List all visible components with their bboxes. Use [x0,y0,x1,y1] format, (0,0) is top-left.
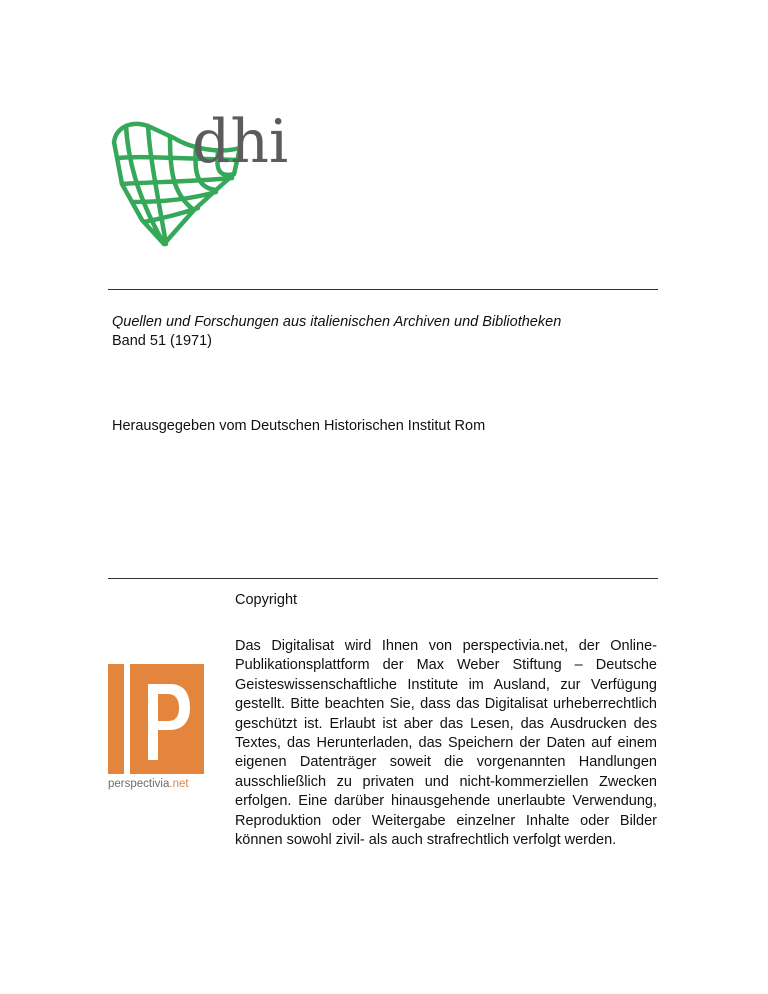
dhi-globe-grid-icon [108,98,304,248]
top-divider [108,289,658,290]
perspectivia-logo [108,664,210,794]
perspectivia-wordmark: perspectivia.net [108,778,189,790]
copyright-heading: Copyright [235,592,298,608]
series-title: Quellen und Forschungen aus italienischen Archiven und Bibliotheken [112,314,562,330]
dhi-logo [108,98,304,248]
perspectivia-lp-icon [108,664,204,774]
dhi-logo-text: dhi [192,107,289,177]
bottom-divider [108,578,658,579]
publisher-line: Herausgegeben vom Deutschen Historischen Institut Rom [112,418,486,434]
volume-line: Band 51 (1971) [112,333,212,349]
copyright-body: Das Digitalisat wird Ihnen von perspectivia.net, der Online-Publikationsplattform der Max Weber Stiftung – Deutsche Geisteswissenschaftliche Institute im Ausland, zur Verfügung gestellt. Bitte beachten Sie, dass das Digitalisat urheberrechtlich geschützt ist. Erlaubt ist aber das Lesen, das Ausdrucken des Textes, das Herunterladen, das Speichern der Daten auf einem eigenen Datenträger soweit die vorgenannten Handlungen ausschließlich zu privaten und nicht-kommerziellen Zwecken erfolgen. Eine darüber hinausgehende unerlaubte Verwendung, Reproduktion oder Weitergabe einzelner Inhalte oder Bilder können sowohl zivil- als auch strafrechtlich verfolgt werden. [235,638,657,849]
